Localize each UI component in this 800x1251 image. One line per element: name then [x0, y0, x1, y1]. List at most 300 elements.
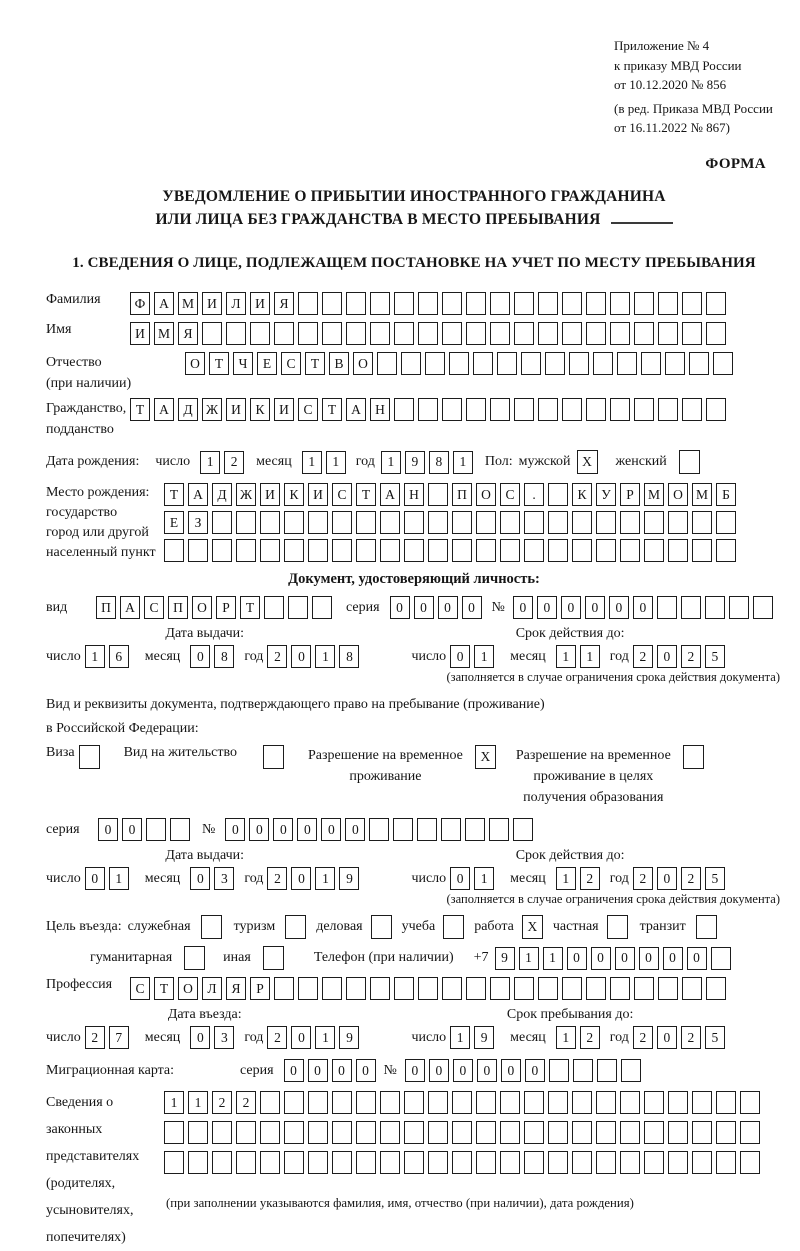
char-box[interactable]: А [346, 398, 366, 421]
char-box[interactable] [692, 1151, 712, 1174]
char-box[interactable] [500, 1121, 520, 1144]
char-box[interactable]: П [452, 483, 472, 506]
char-box[interactable]: 1 [556, 645, 576, 668]
char-box[interactable]: А [154, 398, 174, 421]
char-box[interactable] [641, 352, 661, 375]
birthplace-input-row1[interactable] [164, 483, 740, 506]
char-box[interactable]: 3 [214, 1026, 234, 1049]
char-box[interactable] [692, 511, 712, 534]
char-box[interactable]: 1 [381, 451, 401, 474]
stay-until-day-input[interactable] [450, 1026, 498, 1049]
char-box[interactable]: 0 [687, 947, 707, 970]
stay-issue-day-input[interactable] [85, 867, 133, 890]
char-box[interactable] [569, 352, 589, 375]
char-box[interactable]: П [96, 596, 116, 619]
birthplace-input-row3[interactable] [164, 539, 740, 562]
birthplace-input-row2[interactable] [164, 511, 740, 534]
char-box[interactable] [524, 511, 544, 534]
char-box[interactable]: Ж [202, 398, 222, 421]
char-box[interactable]: Т [305, 352, 325, 375]
char-box[interactable] [394, 322, 414, 345]
char-box[interactable] [514, 292, 534, 315]
char-box[interactable]: 2 [681, 867, 701, 890]
char-box[interactable] [713, 352, 733, 375]
char-box[interactable]: Ж [236, 483, 256, 506]
char-box[interactable] [682, 398, 702, 421]
char-box[interactable] [683, 745, 704, 769]
char-box[interactable] [689, 352, 709, 375]
char-box[interactable] [620, 511, 640, 534]
char-box[interactable] [716, 1121, 736, 1144]
char-box[interactable] [679, 450, 700, 474]
char-box[interactable]: А [188, 483, 208, 506]
char-box[interactable]: 0 [438, 596, 458, 619]
char-box[interactable] [476, 511, 496, 534]
char-box[interactable] [370, 322, 390, 345]
char-box[interactable] [620, 1121, 640, 1144]
char-box[interactable]: 7 [109, 1026, 129, 1049]
char-box[interactable] [668, 511, 688, 534]
char-box[interactable] [332, 1091, 352, 1114]
char-box[interactable]: Ф [130, 292, 150, 315]
char-box[interactable]: 1 [85, 645, 105, 668]
char-box[interactable]: 0 [525, 1059, 545, 1082]
char-box[interactable] [573, 1059, 593, 1082]
char-box[interactable]: 1 [519, 947, 539, 970]
char-box[interactable] [465, 818, 485, 841]
birth-month-input[interactable] [302, 451, 350, 474]
char-box[interactable]: 1 [556, 867, 576, 890]
char-box[interactable]: 1 [315, 645, 335, 668]
char-box[interactable] [332, 1121, 352, 1144]
char-box[interactable]: 0 [122, 818, 142, 841]
char-box[interactable] [346, 977, 366, 1000]
char-box[interactable]: 2 [224, 451, 244, 474]
doc-number-input[interactable] [513, 596, 777, 619]
char-box[interactable] [668, 1091, 688, 1114]
id-expiry-month-input[interactable] [556, 645, 604, 668]
char-box[interactable]: 0 [633, 596, 653, 619]
char-box[interactable] [332, 539, 352, 562]
char-box[interactable] [586, 398, 606, 421]
char-box[interactable]: 2 [681, 1026, 701, 1049]
char-box[interactable] [356, 1151, 376, 1174]
char-box[interactable]: 0 [190, 645, 210, 668]
char-box[interactable] [473, 352, 493, 375]
char-box[interactable] [260, 1151, 280, 1174]
char-box[interactable] [514, 977, 534, 1000]
char-box[interactable] [682, 977, 702, 1000]
char-box[interactable] [308, 539, 328, 562]
char-box[interactable] [441, 818, 461, 841]
char-box[interactable] [490, 322, 510, 345]
char-box[interactable] [452, 539, 472, 562]
temp-edu-checkbox[interactable] [683, 745, 708, 769]
char-box[interactable]: 0 [291, 1026, 311, 1049]
char-box[interactable]: 9 [495, 947, 515, 970]
char-box[interactable]: Я [226, 977, 246, 1000]
char-box[interactable] [308, 1121, 328, 1144]
id-issue-month-input[interactable] [190, 645, 238, 668]
char-box[interactable] [226, 322, 246, 345]
entry-day-input[interactable] [85, 1026, 133, 1049]
char-box[interactable]: О [476, 483, 496, 506]
char-box[interactable]: 0 [405, 1059, 425, 1082]
stay-expiry-year-input[interactable] [633, 867, 729, 890]
char-box[interactable] [285, 915, 306, 939]
char-box[interactable]: К [250, 398, 270, 421]
char-box[interactable]: 2 [633, 867, 653, 890]
char-box[interactable]: Е [257, 352, 277, 375]
char-box[interactable]: К [572, 483, 592, 506]
char-box[interactable] [706, 292, 726, 315]
char-box[interactable]: 1 [188, 1091, 208, 1114]
char-box[interactable] [332, 1151, 352, 1174]
char-box[interactable] [308, 511, 328, 534]
char-box[interactable]: С [281, 352, 301, 375]
char-box[interactable]: 1 [315, 1026, 335, 1049]
char-box[interactable] [428, 539, 448, 562]
char-box[interactable] [476, 1151, 496, 1174]
char-box[interactable]: 0 [609, 596, 629, 619]
char-box[interactable]: С [332, 483, 352, 506]
char-box[interactable]: Т [209, 352, 229, 375]
char-box[interactable] [380, 511, 400, 534]
char-box[interactable] [681, 596, 701, 619]
char-box[interactable] [393, 818, 413, 841]
char-box[interactable]: Н [404, 483, 424, 506]
char-box[interactable]: 5 [705, 867, 725, 890]
char-box[interactable]: 0 [332, 1059, 352, 1082]
char-box[interactable]: 0 [273, 818, 293, 841]
char-box[interactable] [596, 1091, 616, 1114]
stay-issue-month-input[interactable] [190, 867, 238, 890]
char-box[interactable] [212, 511, 232, 534]
char-box[interactable] [538, 292, 558, 315]
char-box[interactable] [548, 511, 568, 534]
char-box[interactable] [634, 322, 654, 345]
char-box[interactable]: 9 [474, 1026, 494, 1049]
char-box[interactable] [538, 977, 558, 1000]
char-box[interactable]: 0 [308, 1059, 328, 1082]
char-box[interactable]: О [178, 977, 198, 1000]
char-box[interactable] [524, 1151, 544, 1174]
char-box[interactable]: X [522, 915, 543, 939]
char-box[interactable]: Н [370, 398, 390, 421]
char-box[interactable] [212, 1121, 232, 1144]
char-box[interactable]: 0 [450, 867, 470, 890]
char-box[interactable] [417, 818, 437, 841]
char-box[interactable]: С [144, 596, 164, 619]
stay-until-year-input[interactable] [633, 1026, 729, 1049]
char-box[interactable] [164, 1121, 184, 1144]
char-box[interactable] [79, 745, 100, 769]
char-box[interactable]: 2 [267, 1026, 287, 1049]
char-box[interactable] [380, 1091, 400, 1114]
char-box[interactable] [284, 1091, 304, 1114]
char-box[interactable]: И [260, 483, 280, 506]
char-box[interactable] [466, 398, 486, 421]
char-box[interactable] [394, 398, 414, 421]
visa-checkbox[interactable] [79, 745, 104, 769]
char-box[interactable] [356, 511, 376, 534]
char-box[interactable]: В [329, 352, 349, 375]
char-box[interactable] [490, 398, 510, 421]
char-box[interactable] [188, 1151, 208, 1174]
char-box[interactable] [596, 539, 616, 562]
char-box[interactable]: Т [356, 483, 376, 506]
char-box[interactable] [729, 596, 749, 619]
char-box[interactable] [596, 1151, 616, 1174]
char-box[interactable]: 0 [284, 1059, 304, 1082]
char-box[interactable] [521, 352, 541, 375]
male-checkbox[interactable] [577, 450, 602, 474]
char-box[interactable] [188, 539, 208, 562]
char-box[interactable]: Т [322, 398, 342, 421]
char-box[interactable]: 0 [291, 645, 311, 668]
char-box[interactable]: И [308, 483, 328, 506]
char-box[interactable]: 0 [225, 818, 245, 841]
char-box[interactable] [380, 1121, 400, 1144]
char-box[interactable] [634, 292, 654, 315]
char-box[interactable]: 0 [450, 645, 470, 668]
char-box[interactable]: 2 [580, 1026, 600, 1049]
char-box[interactable]: С [500, 483, 520, 506]
char-box[interactable]: 1 [164, 1091, 184, 1114]
char-box[interactable] [562, 398, 582, 421]
char-box[interactable] [308, 1151, 328, 1174]
char-box[interactable]: 2 [580, 867, 600, 890]
char-box[interactable]: 0 [615, 947, 635, 970]
char-box[interactable]: 0 [321, 818, 341, 841]
char-box[interactable] [322, 322, 342, 345]
char-box[interactable] [170, 818, 190, 841]
char-box[interactable]: 8 [214, 645, 234, 668]
char-box[interactable]: Ч [233, 352, 253, 375]
char-box[interactable]: О [192, 596, 212, 619]
char-box[interactable]: С [130, 977, 150, 1000]
char-box[interactable]: 0 [657, 645, 677, 668]
char-box[interactable] [449, 352, 469, 375]
char-box[interactable] [443, 915, 464, 939]
char-box[interactable] [658, 322, 678, 345]
purpose-transit-checkbox[interactable] [696, 915, 721, 939]
char-box[interactable] [716, 1151, 736, 1174]
char-box[interactable] [466, 977, 486, 1000]
char-box[interactable]: М [154, 322, 174, 345]
char-box[interactable]: 0 [561, 596, 581, 619]
char-box[interactable]: 5 [705, 645, 725, 668]
char-box[interactable]: О [668, 483, 688, 506]
char-box[interactable] [369, 818, 389, 841]
stay-expiry-day-input[interactable] [450, 867, 498, 890]
char-box[interactable] [312, 596, 332, 619]
char-box[interactable]: 1 [302, 451, 322, 474]
char-box[interactable]: 5 [705, 1026, 725, 1049]
char-box[interactable]: 0 [291, 867, 311, 890]
char-box[interactable] [401, 352, 421, 375]
char-box[interactable] [284, 1121, 304, 1144]
char-box[interactable] [236, 1151, 256, 1174]
char-box[interactable] [682, 292, 702, 315]
stay-doc-number-input[interactable] [225, 818, 537, 841]
char-box[interactable]: 2 [633, 645, 653, 668]
char-box[interactable] [380, 539, 400, 562]
char-box[interactable] [500, 1151, 520, 1174]
char-box[interactable] [524, 1121, 544, 1144]
char-box[interactable]: И [226, 398, 246, 421]
purpose-private-checkbox[interactable] [607, 915, 632, 939]
char-box[interactable] [476, 1091, 496, 1114]
char-box[interactable] [201, 915, 222, 939]
char-box[interactable] [548, 1151, 568, 1174]
char-box[interactable]: 0 [390, 596, 410, 619]
char-box[interactable]: 1 [580, 645, 600, 668]
char-box[interactable] [692, 1121, 712, 1144]
char-box[interactable] [607, 915, 628, 939]
char-box[interactable] [514, 398, 534, 421]
char-box[interactable]: 1 [450, 1026, 470, 1049]
char-box[interactable]: 1 [556, 1026, 576, 1049]
char-box[interactable] [212, 1151, 232, 1174]
char-box[interactable] [634, 398, 654, 421]
char-box[interactable] [562, 977, 582, 1000]
char-box[interactable] [236, 1121, 256, 1144]
char-box[interactable] [298, 292, 318, 315]
char-box[interactable] [260, 511, 280, 534]
char-box[interactable]: Т [240, 596, 260, 619]
representatives-input-row3[interactable] [164, 1151, 764, 1174]
char-box[interactable] [322, 292, 342, 315]
doc-type-input[interactable] [96, 596, 336, 619]
char-box[interactable] [562, 322, 582, 345]
char-box[interactable] [716, 511, 736, 534]
char-box[interactable] [620, 1151, 640, 1174]
char-box[interactable] [716, 539, 736, 562]
char-box[interactable]: Л [226, 292, 246, 315]
char-box[interactable] [658, 977, 678, 1000]
char-box[interactable]: 9 [339, 1026, 359, 1049]
representatives-input-row1[interactable] [164, 1091, 764, 1114]
temp-residence-checkbox[interactable] [475, 745, 500, 769]
char-box[interactable] [644, 511, 664, 534]
char-box[interactable] [545, 352, 565, 375]
char-box[interactable] [442, 977, 462, 1000]
char-box[interactable]: И [274, 398, 294, 421]
char-box[interactable]: 0 [85, 867, 105, 890]
char-box[interactable] [665, 352, 685, 375]
char-box[interactable]: Т [130, 398, 150, 421]
char-box[interactable]: 0 [297, 818, 317, 841]
phone-input[interactable] [495, 947, 735, 970]
char-box[interactable] [610, 398, 630, 421]
profession-input[interactable] [130, 977, 730, 1000]
birth-day-input[interactable] [200, 451, 248, 474]
char-box[interactable] [202, 322, 222, 345]
char-box[interactable]: 0 [567, 947, 587, 970]
char-box[interactable] [404, 539, 424, 562]
char-box[interactable] [489, 818, 509, 841]
female-checkbox[interactable] [679, 450, 704, 474]
char-box[interactable] [428, 1121, 448, 1144]
char-box[interactable] [288, 596, 308, 619]
char-box[interactable] [514, 322, 534, 345]
char-box[interactable] [298, 322, 318, 345]
char-box[interactable] [620, 539, 640, 562]
char-box[interactable] [740, 1151, 760, 1174]
char-box[interactable]: 0 [501, 1059, 521, 1082]
purpose-tourism-checkbox[interactable] [285, 915, 310, 939]
char-box[interactable]: 2 [85, 1026, 105, 1049]
char-box[interactable]: Т [154, 977, 174, 1000]
char-box[interactable] [617, 352, 637, 375]
char-box[interactable] [274, 977, 294, 1000]
char-box[interactable]: 2 [633, 1026, 653, 1049]
id-issue-day-input[interactable] [85, 645, 133, 668]
char-box[interactable] [716, 1091, 736, 1114]
char-box[interactable] [236, 539, 256, 562]
char-box[interactable]: 0 [190, 1026, 210, 1049]
char-box[interactable] [621, 1059, 641, 1082]
char-box[interactable]: 0 [453, 1059, 473, 1082]
char-box[interactable] [404, 1121, 424, 1144]
citizenship-input[interactable] [130, 398, 730, 421]
char-box[interactable] [644, 539, 664, 562]
char-box[interactable] [418, 292, 438, 315]
char-box[interactable] [308, 1091, 328, 1114]
char-box[interactable] [212, 539, 232, 562]
char-box[interactable]: 3 [214, 867, 234, 890]
char-box[interactable] [466, 292, 486, 315]
char-box[interactable] [597, 1059, 617, 1082]
char-box[interactable] [442, 322, 462, 345]
char-box[interactable] [706, 322, 726, 345]
char-box[interactable]: 2 [212, 1091, 232, 1114]
char-box[interactable] [572, 539, 592, 562]
char-box[interactable]: 0 [98, 818, 118, 841]
char-box[interactable] [562, 292, 582, 315]
char-box[interactable]: 0 [663, 947, 683, 970]
char-box[interactable]: 1 [474, 867, 494, 890]
char-box[interactable] [596, 511, 616, 534]
char-box[interactable]: Д [212, 483, 232, 506]
char-box[interactable] [692, 1091, 712, 1114]
purpose-other-checkbox[interactable] [263, 946, 288, 970]
char-box[interactable] [370, 292, 390, 315]
char-box[interactable]: П [168, 596, 188, 619]
char-box[interactable]: З [188, 511, 208, 534]
purpose-work-checkbox[interactable] [522, 915, 547, 939]
char-box[interactable] [263, 745, 284, 769]
entry-month-input[interactable] [190, 1026, 238, 1049]
char-box[interactable]: И [202, 292, 222, 315]
stay-doc-series-input[interactable] [98, 818, 194, 841]
char-box[interactable] [753, 596, 773, 619]
char-box[interactable]: 0 [477, 1059, 497, 1082]
char-box[interactable] [418, 977, 438, 1000]
char-box[interactable] [370, 977, 390, 1000]
char-box[interactable] [394, 977, 414, 1000]
char-box[interactable] [572, 511, 592, 534]
char-box[interactable] [572, 1121, 592, 1144]
stay-issue-year-input[interactable] [267, 867, 363, 890]
char-box[interactable] [644, 1091, 664, 1114]
char-box[interactable] [184, 946, 205, 970]
char-box[interactable] [500, 1091, 520, 1114]
char-box[interactable] [668, 1151, 688, 1174]
char-box[interactable] [250, 322, 270, 345]
char-box[interactable] [500, 539, 520, 562]
